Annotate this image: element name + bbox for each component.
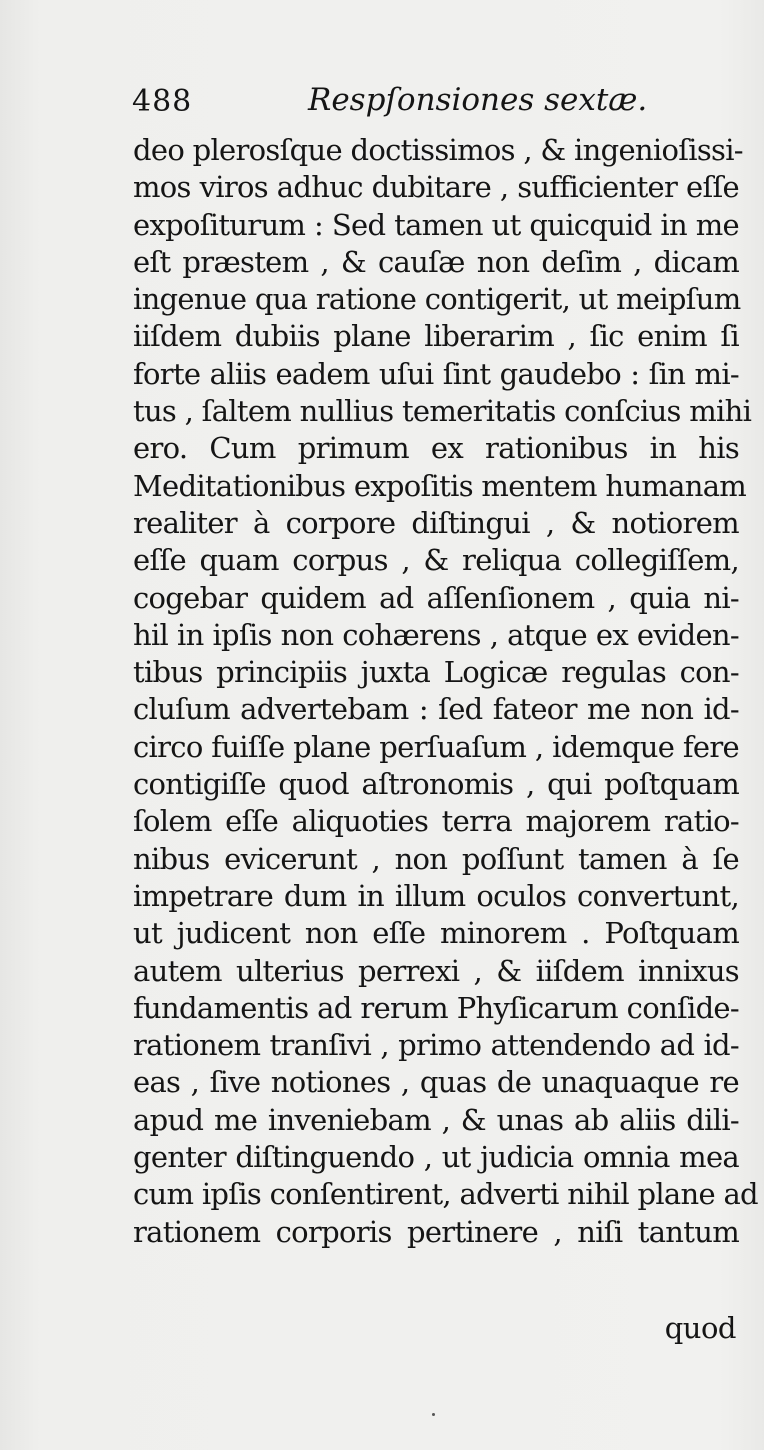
text-line: forte aliis eadem uſui ſint gaudebo : ſin mi- (133, 356, 739, 391)
body-text (133, 132, 758, 1251)
text-line: autem ulterius perrexi , & iiſdem innixus (133, 953, 739, 988)
text-line: circo fuiſſe plane perſuaſum , idemque fere (133, 729, 739, 764)
text-line: nibus evicerunt , non poſſunt tamen à ſe (133, 841, 739, 876)
text-line: ſolem eſſe aliquoties terra majorem ratio- (133, 804, 739, 839)
text-line: tus , ſaltem nullius temeritatis conſcius mihi (133, 394, 752, 429)
text-line: hil in ipſis non cohærens , atque ex eviden- (133, 617, 739, 652)
text-line: deo plerosſque doctissimos , & ingenioſissi- (133, 133, 743, 167)
text-line: cum ipſis conſentirent, adverti nihil plane ad (133, 1177, 758, 1212)
ink-speck (432, 1413, 435, 1416)
text-line: eas , ſive notiones , quas de unaquaque re (133, 1065, 739, 1100)
text-line: tibus principiis juxta Logicæ regulas con- (133, 655, 739, 690)
text-line: iiſdem dubiis plane liberarim , ſic enim ſi (133, 319, 739, 354)
text-line: rationem tranſivi , primo attendendo ad id- (133, 1028, 739, 1063)
text-line: cluſum advertebam : ſed fateor me non id- (133, 692, 739, 727)
text-line: cogebar quidem ad aſſenſionem , quia ni- (133, 580, 739, 615)
running-title: Respſonsiones sextæ. (308, 82, 648, 118)
text-line: eſſe quam corpus , & reliqua collegiſſem, (133, 543, 739, 578)
text-line: genter diſtinguendo , ut judicia omnia mea (133, 1140, 739, 1175)
text-line: ero. Cum primum ex rationibus in his (133, 431, 739, 466)
text-line: realiter à corpore diſtingui , & notiorem (133, 505, 739, 540)
page-header (132, 78, 732, 128)
catchword: quod (664, 1311, 736, 1345)
text-line: apud me inveniebam , & unas ab aliis dili- (133, 1102, 739, 1137)
text-line: mos viros adhuc dubitare , sufficienter eſſe (133, 170, 739, 205)
text-line: fundamentis ad rerum Phyſicarum conſide- (133, 990, 739, 1025)
text-line: ingenue qua ratione contigerit, ut meipſum (133, 282, 741, 317)
text-line: rationem corporis pertinere , niſi tantum (133, 1214, 739, 1249)
text-line: impetrare dum in illum oculos convertunt, (133, 878, 739, 913)
text-line: eſt præstem , & cauſæ non deſim , dicam (133, 244, 739, 279)
page-number: 488 (132, 84, 193, 119)
text-line: contigiſſe quod aſtronomis , qui poſtquam (133, 767, 739, 802)
text-line: expoſiturum : Sed tamen ut quicquid in me (133, 207, 739, 242)
text-line: Meditationibus expoſitis mentem humanam (133, 468, 747, 503)
text-line: ut judicent non eſſe minorem . Poſtquam (133, 916, 739, 951)
